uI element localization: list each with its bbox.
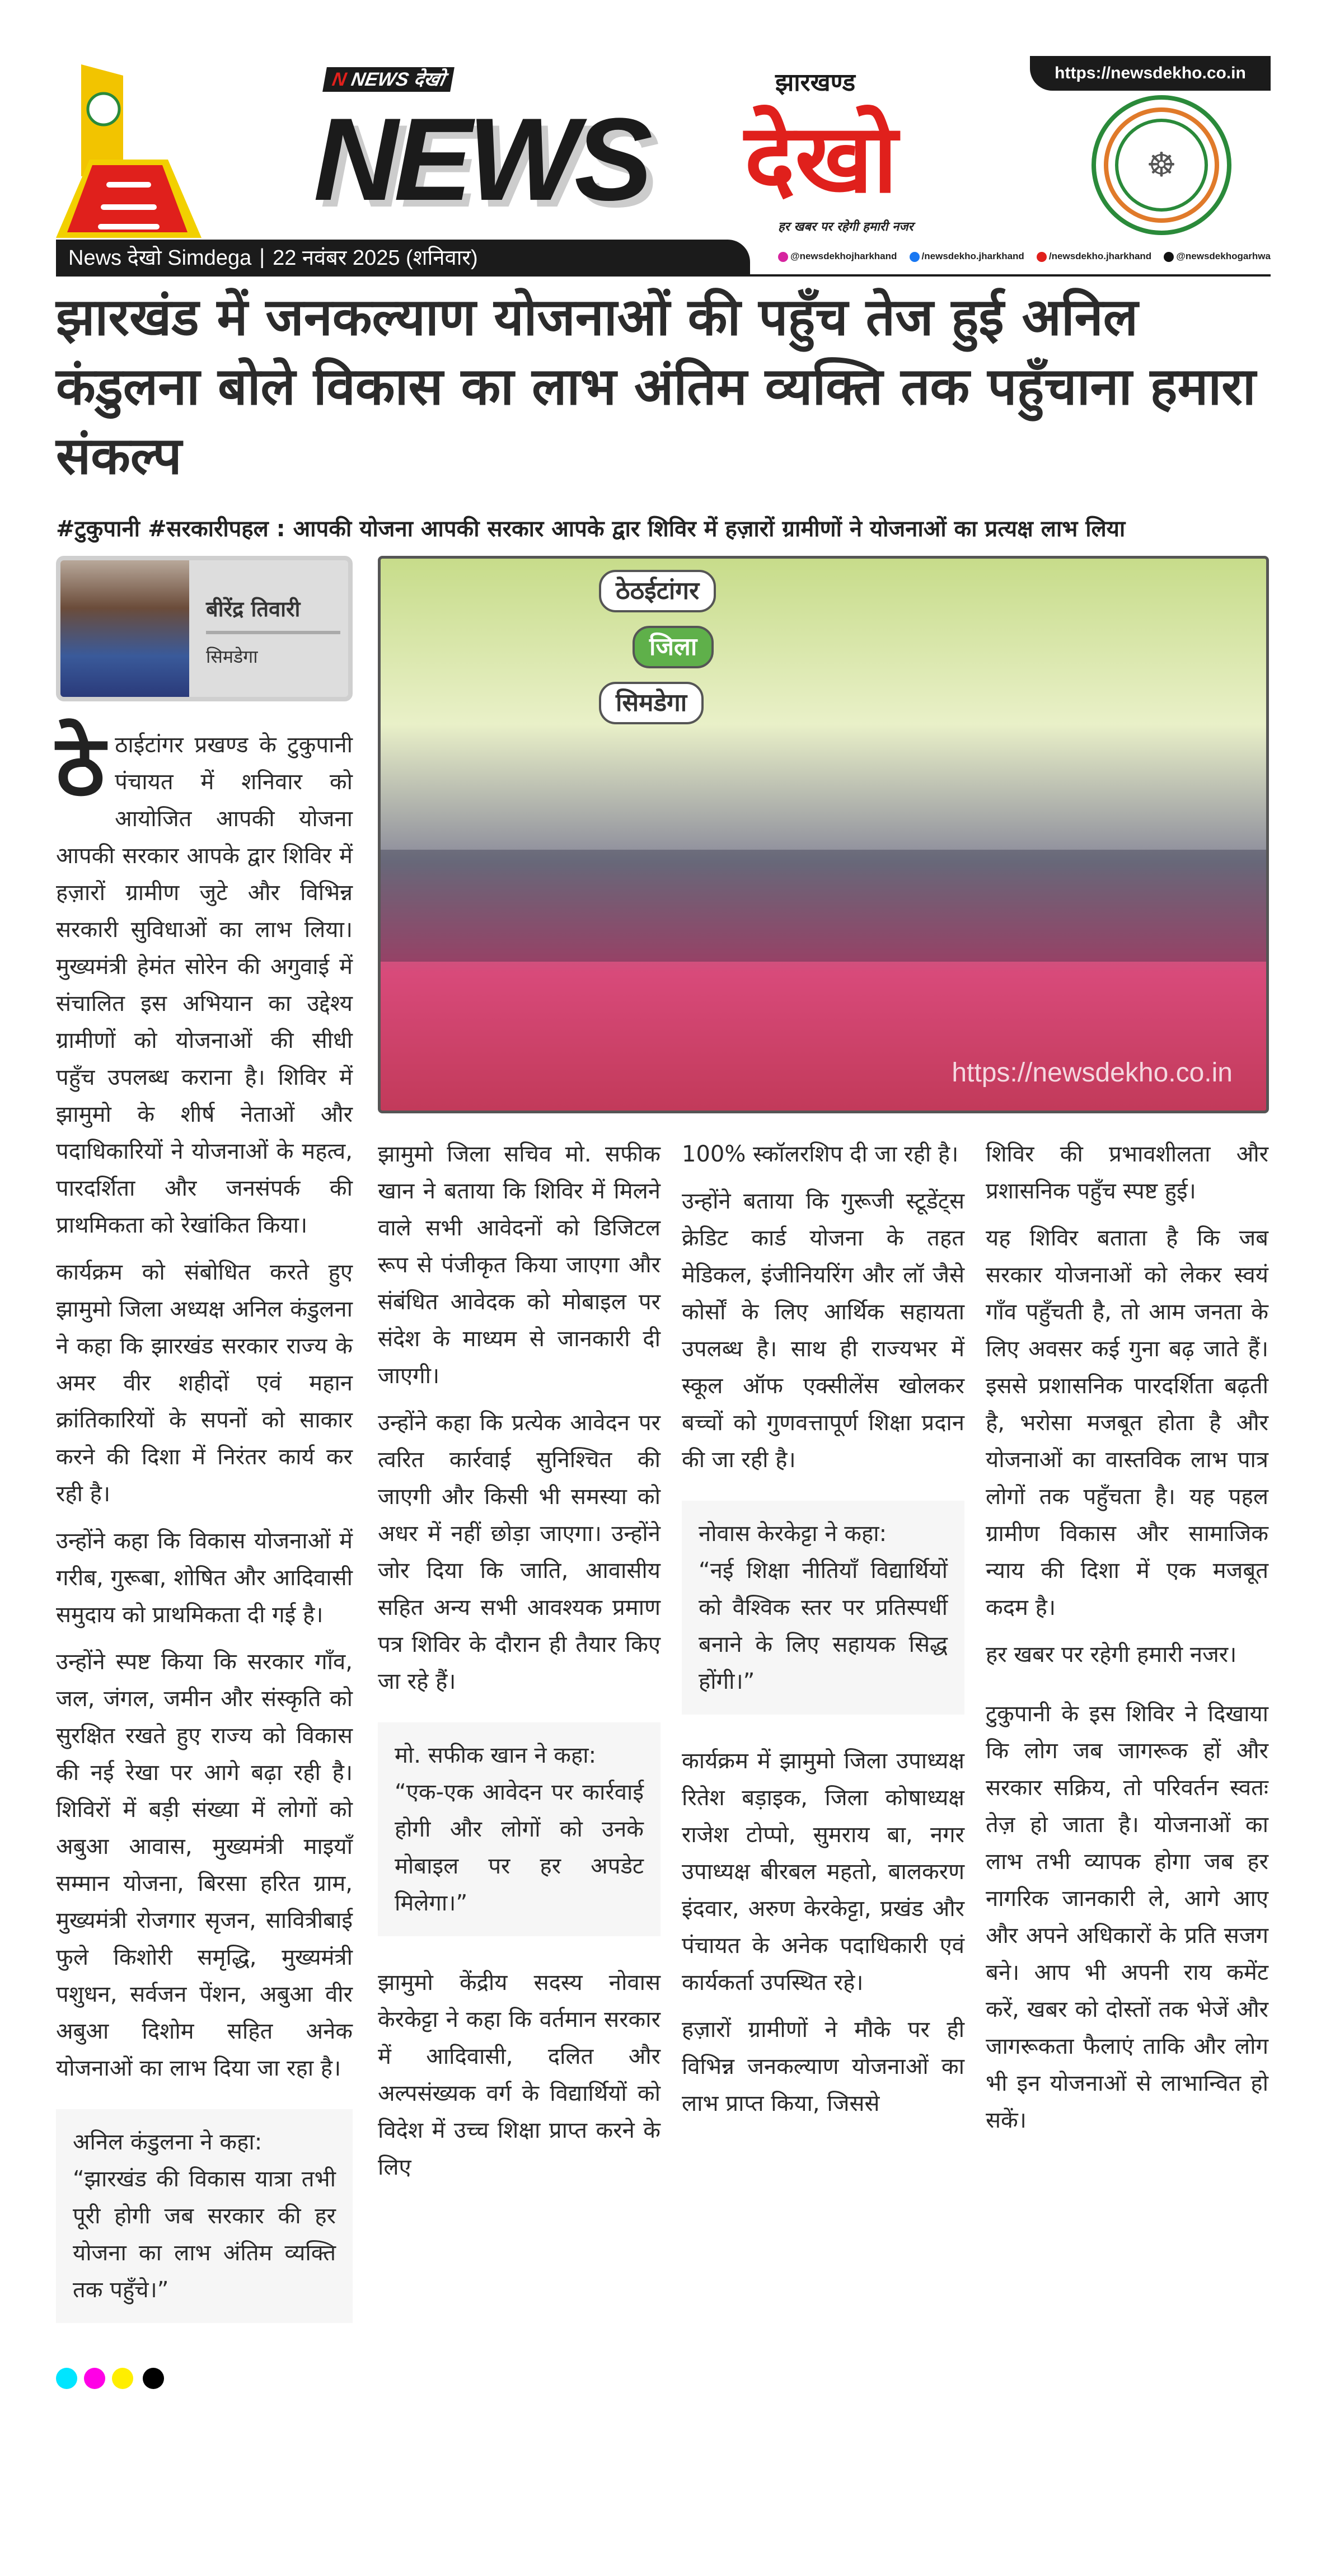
photo-banner-text: सिमडेगा (599, 682, 704, 724)
youtube-handle[interactable]: /newsdekho.jharkhand (1048, 251, 1152, 261)
x-icon (1164, 252, 1174, 262)
edition-date-bar (56, 240, 750, 274)
pull-quote (56, 2109, 353, 2323)
article-photo (378, 556, 1269, 1113)
quote-attribution: अनिल कंडुलना ने कहा: (73, 2129, 263, 2155)
article-column-2 (378, 1136, 660, 2196)
brand-main-en: NEWS (313, 93, 648, 225)
paragraph: हज़ारों ग्रामीणों ने मौके पर ही विभिन्न जनकल्याण योजनाओं का लाभ प्राप्त किया, जिससे (682, 2017, 964, 2116)
cmyk-registration-marks (56, 2368, 1271, 2389)
paragraph: उन्होंने स्पष्ट किया कि सरकार गाँव, जल, जंगल, जमीन और संस्कृति को सुरक्षित रखते हुए राज्य को विकास की नई रेखा पर आगे बढ़ा रही है। शिविरों में बड़ी संख्या में लोगों को अबुआ आवास, मुख्यमंत्री माइयाँ सम्मान योजना, बिरसा हरित ग्राम, मुख्यमंत्री रोजगार सृजन, सावित्रीबाई फुले किशोरी समृद्धि, मुख्यमंत्री पशुधन, सर्वजन पेंशन, अबुआ वीर अबुआ दिशोम सहित अनेक योजनाओं का लाभ दिया जा रहा है। (56, 1649, 353, 2081)
cmyk-magenta-dot (84, 2368, 105, 2389)
x-link[interactable] (1164, 251, 1271, 262)
website-url-pill[interactable] (1030, 56, 1271, 91)
headline: झारखंड में जनकल्याण योजनाओं की पहुँच तेज हुई अनिल कंडुलना बोले विकास का लाभ अंतिम व्यक्ति तक पहुँचाना हमारा संकल्प (56, 287, 1256, 486)
brand-state: झारखण्ड (775, 68, 856, 97)
paragraph: हर खबर पर रहेगी हमारी नजर। (986, 1642, 1237, 1668)
paragraph: झामुमो जिला सचिव मो. सफीक खान ने बताया कि शिविर में मिलने वाले सभी आवेदनों को डिजिटल रूप से पंजीकृत किया जाएगा और संबंधित आवेदक को मोबाइल पर संदेश के माध्यम से जानकारी दी जाएगी। (378, 1141, 660, 1389)
paragraph: झामुमो केंद्रीय सदस्य नोवास केरकेट्टा ने कहा कि वर्तमान सरकार में आदिवासी, दलित और अल्पसंख्यक वर्ग के विद्यार्थियों को विदेश में उच्च शिक्षा प्राप्त करने के लिए (378, 1970, 660, 2180)
paragraph: उन्होंने कहा कि विकास योजनाओं में गरीब, गुरूबा, शोषित और आदिवासी समुदाय को प्राथमिकता दी गई है। (56, 1528, 353, 1628)
article-column-4 (986, 1136, 1268, 2196)
cmyk-black-dot (143, 2368, 164, 2389)
author-name: बीरेंद्र तिवारी (206, 594, 340, 634)
website-url[interactable]: https://newsdekho.co.in (1055, 64, 1246, 82)
paragraph: शिविर की प्रभावशीलता और प्रशासनिक पहुँच स्पष्ट हुई। (986, 1141, 1268, 1204)
brand-main-hi: देखो (744, 104, 898, 214)
instagram-icon (778, 252, 788, 262)
pull-quote (682, 1501, 964, 1715)
article-body (56, 283, 1271, 2389)
author-photo (60, 560, 189, 697)
quote-text: “एक-एक आवेदन पर कार्रवाई होगी और लोगों को उनके मोबाइल पर हर अपडेट मिलेगा।” (395, 1779, 644, 1916)
government-seal (1092, 95, 1231, 235)
paragraph: टुकुपानी के इस शिविर ने दिखाया कि लोग जब जागरूक हों और सरकार सक्रिय, तो परिवर्तन स्वतः तेज़ हो जाता है। योजनाओं का लाभ तभी व्यापक होगा जब हर नागरिक जानकारी ले, आगे आए और अपने अधिकारों के प्रति सजग बने। आप भी अपनी राय कमेंट करें, खबर को दोस्तों तक भेजें और जागरूकता फैलाएं ताकि और लोग भी इन योजनाओं से लाभान्वित हो सकें। (986, 1701, 1268, 2133)
campaign-logo (56, 64, 202, 243)
cmyk-yellow-dot (112, 2368, 133, 2389)
paragraph (56, 718, 353, 1244)
instagram-link[interactable] (778, 251, 897, 262)
article-column-1 (56, 718, 353, 2323)
youtube-link[interactable] (1037, 251, 1151, 262)
paragraph: कार्यक्रम को संबोधित करते हुए झामुमो जिला अध्यक्ष अनिल कंडुलना ने कहा कि झारखंड सरकार राज्य के अमर वीर शहीदों एवं महान क्रांतिकारियों के सपनों को साकार करने की दिशा में निरंतर कार्य कर रही है। (56, 1259, 353, 1507)
pull-quote (378, 1722, 660, 1936)
subheadline: #टुकुपानी #सरकारीपहल : आपकी योजना आपकी सरकार आपके द्वार शिविर में हज़ारों ग्रामीणों ने योजनाओं का प्रत्यक्ष लाभ लिया (56, 516, 1126, 542)
facebook-link[interactable] (910, 251, 1024, 262)
cmyk-cyan-dot (56, 2368, 77, 2389)
brand-small: NEWS देखो (349, 69, 447, 90)
photo-watermark: https://newsdekho.co.in (952, 1058, 1233, 1088)
instagram-handle[interactable]: @newsdekhojharkhand (790, 251, 897, 261)
youtube-icon (1037, 252, 1047, 262)
header-divider (56, 274, 1271, 277)
x-handle[interactable]: @newsdekhogarhwa (1176, 251, 1271, 261)
edition-date: 22 नवंबर 2025 (शनिवार) (273, 246, 478, 270)
drop-cap: ठे (56, 718, 105, 815)
author-box (56, 556, 353, 701)
quote-text: “झारखंड की विकास यात्रा तभी पूरी होगी जब सरकार की हर योजना का लाभ अंतिम व्यक्ति तक पहुँचे।” (73, 2166, 336, 2303)
paragraph: उन्होंने कहा कि प्रत्येक आवेदन पर त्वरित कार्रवाई सुनिश्चित की जाएगी और किसी भी समस्या को अधर में नहीं छोड़ा जाएगा। उन्होंने जोर दिया कि जाति, आवासीय सहित अन्य सभी आवश्यक प्रमाण पत्र शिविर के दौरान ही तैयार किए जा रहे हैं। (378, 1410, 660, 1694)
photo-banner-text: ठेठईटांगर (599, 570, 716, 612)
paragraph: उन्होंने बताया कि गुरूजी स्टूडेंट्स क्रेडिट कार्ड योजना के तहत मेडिकल, इंजीनियरिंग और लॉ जैसे कोर्सों के लिए आर्थिक सहायता उपलब्ध है। साथ ही राज्यभर में स्कूल ऑफ एक्सीलेंस खोलकर बच्चों को गुणवत्तापूर्ण शिक्षा प्रदान की जा रही है। (682, 1188, 964, 1473)
quote-attribution: मो. सफीक खान ने कहा: (395, 1743, 597, 1768)
emblem-icon: ☸ (1146, 146, 1177, 185)
paragraph-text: ठाईटांगर प्रखण्ड के टुकुपानी पंचायत में शनिवार को आयोजित आपकी योजना आपकी सरकार आपके द्वार शिविर में हज़ारों ग्रामीण जुटे और विभिन्न सरकारी सुविधाओं का लाभ लिया। मुख्यमंत्री हेमंत सोरेन की अगुवाई में संचालित इस अभियान का उद्देश्य ग्रामीणों को योजनाओं की सीधी पहुँच उपलब्ध कराना है। शिविर में झामुमो के शीर्ष नेताओं और पदाधिकारियों ने योजनाओं के महत्व, पारदर्शिता और जनसंपर्क की प्राथमिकता को रेखांकित किया। (56, 732, 353, 1238)
social-handles (778, 251, 1271, 262)
paragraph: 100% स्कॉलरशिप दी जा रही है। (682, 1141, 959, 1167)
paragraph: कार्यक्रम में झामुमो जिला उपाध्यक्ष रितेश बड़ाइक, जिला कोषाध्यक्ष राजेश टोप्पो, सुमराय बा, नगर उपाध्यक्ष बीरबल महतो, बालकरण इंदवार, अरुण केरकेट्टा, प्रखंड और पंचायत के अनेक पदाधिकारी एवं कार्यकर्ता उपस्थित रहे। (682, 1748, 964, 1996)
quote-text: “नई शिक्षा नीतियाँ विद्यार्थियों को वैश्विक स्तर पर प्रतिस्पर्धी बनाने के लिए सहायक सिद्ध होंगी।” (699, 1558, 948, 1694)
separator: | (259, 245, 265, 269)
paragraph: यह शिविर बताता है कि जब सरकार योजनाओं को लेकर स्वयं गाँव पहुँचती है, तो आम जनता के लिए अवसर कई गुना बढ़ जाते हैं। इससे प्रशासनिक पारदर्शिता बढ़ती है, भरोसा मजबूत होता है और योजनाओं का वास्तविक लाभ पात्र लोगों तक पहुँचता है। यह पहल ग्रामीण विकास और सामाजिक न्याय की दिशा में एक मजबूत कदम है। (986, 1225, 1268, 1620)
edition-name: News देखो Simdega (68, 246, 252, 270)
facebook-handle[interactable]: /newsdekho.jharkhand (921, 251, 1024, 261)
quote-attribution: नोवास केरकेट्टा ने कहा: (699, 1521, 887, 1547)
tagline: हर खबर पर रहेगी हमारी नजर (778, 220, 914, 234)
author-place: सिमडेगा (206, 646, 258, 667)
article-column-3 (682, 1136, 964, 2196)
people-seated (381, 850, 1266, 962)
newsdekho-logo: N NEWS देखो NEWS झारखण्ड देखो हर खबर पर रहेगी हमारी नजर (313, 68, 914, 234)
photo-banner-text: जिला (633, 626, 714, 668)
facebook-icon (910, 252, 920, 262)
